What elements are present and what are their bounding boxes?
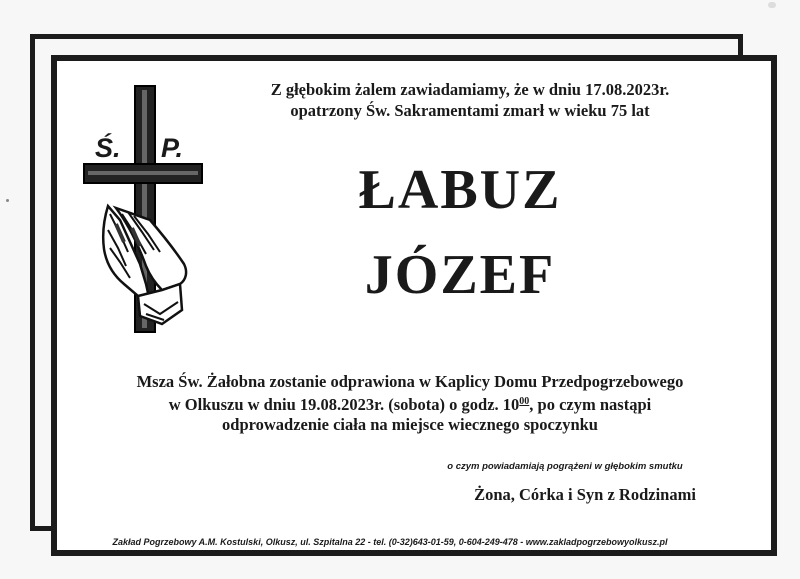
intro-line-1: Z głębokim żalem zawiadamiamy, że w dniu 17.08.2023r.	[270, 80, 670, 99]
mass-line-1: Msza Św. Żałobna zostanie odprawiona w Kaplicy Domu Przedpogrzebowego	[136, 372, 684, 391]
deceased-firstname: JÓZEF	[364, 244, 556, 306]
scan-speck	[768, 2, 776, 8]
mass-line-2-start: w Olkuszu w dniu 19.08.2023r. (sobota) o godz. 10	[168, 395, 520, 414]
mass-time-minutes: 00	[519, 396, 530, 407]
mourning-family: Żona, Córka i Syn z Rodzinami	[474, 485, 696, 504]
sp-letter-p: P.	[161, 133, 184, 163]
funeral-home-footer: Zakład Pogrzebowy A.M. Kostulski, Olkusz, ul. Szpitalna 22 - tel. (0-32)643-01-59, 0-604-249-478 - www.zakladpogrzebowyolkusz.pl	[112, 537, 668, 547]
notify-line: o czym powiadamiają pogrążeni w głębokim smutku	[447, 461, 683, 472]
announcement-intro	[200, 79, 740, 121]
deceased-surname: ŁABUZ	[358, 159, 562, 221]
sp-letter-s: Ś.	[95, 133, 121, 163]
mass-line-2	[70, 392, 750, 415]
mass-line-2-end: , po czym nastąpi	[529, 395, 652, 414]
mass-announcement	[70, 372, 750, 435]
mass-line-3: odprowadzenie ciała na miejsce wiecznego spoczynku	[222, 415, 598, 434]
intro-line-2: opatrzony Św. Sakramentami zmarł w wieku 75 lat	[290, 101, 650, 120]
scan-speck	[6, 199, 9, 202]
cross-icon	[80, 84, 205, 334]
praying-hands-icon	[103, 206, 186, 324]
